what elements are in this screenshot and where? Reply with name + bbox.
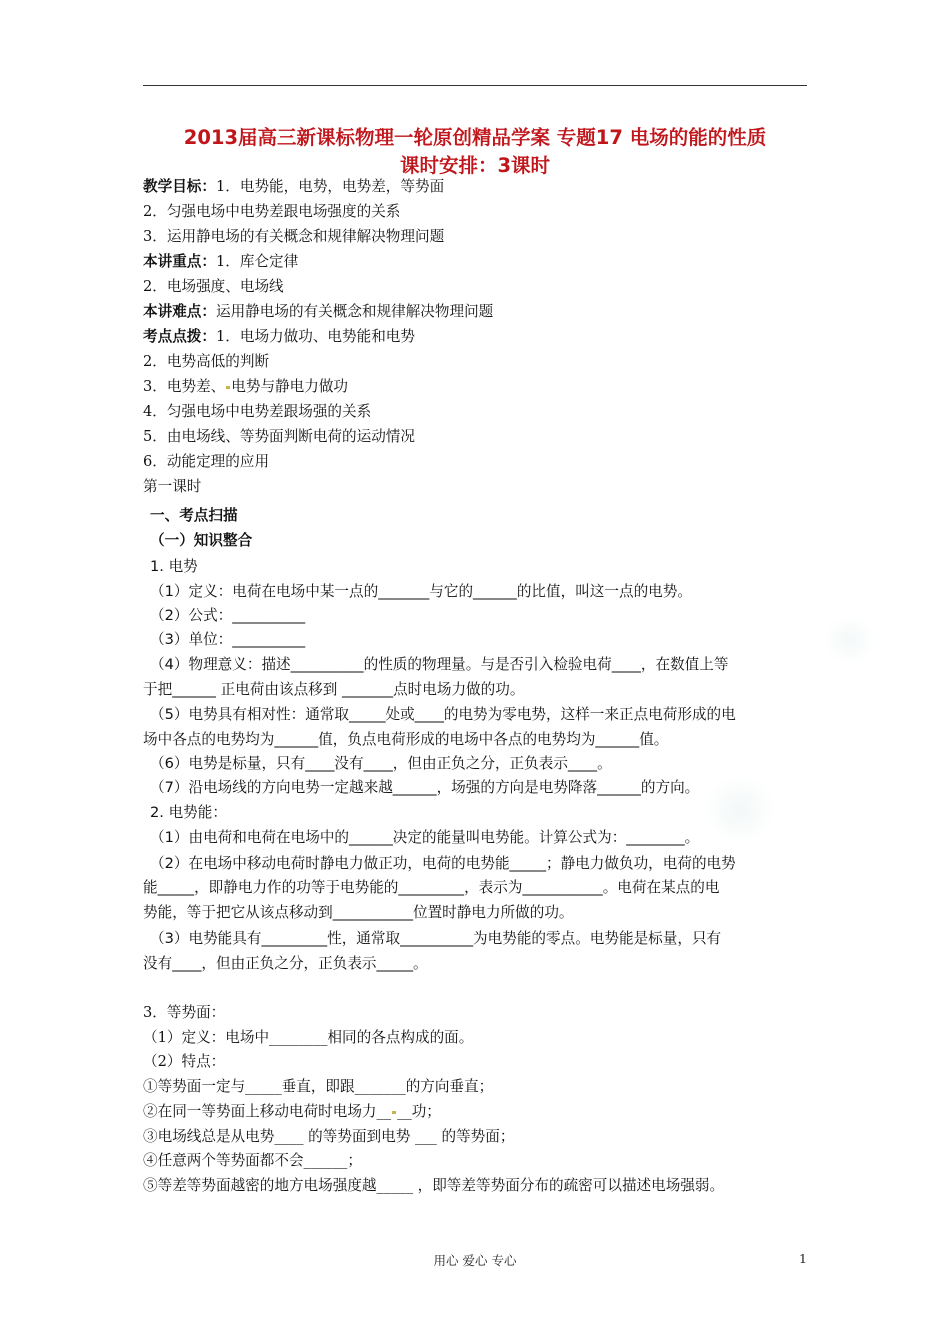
fill-blank-line: （1）由电荷和电荷在电场中的______决定的能量叫电势能。计算公式为：________。 [150, 829, 700, 846]
fill-blank-line: （4）物理意义：描述__________的性质的物理量。与是否引入检验电荷____，在数值上等 [150, 656, 729, 673]
tips-line: 2．电势高低的判断 [143, 353, 270, 370]
document-title: 2013届高三新课标物理一轮原创精品学案 专题17 电场的能的性质 [183, 126, 767, 149]
fill-blank-line: ①等势面一定与_____垂直，即跟_______的方向垂直； [143, 1078, 494, 1095]
fill-blank-line: （2）公式：__________ [150, 607, 306, 624]
tips-line: 5．由电场线、等势面判断电荷的运动情况 [143, 428, 415, 445]
item-heading: 3．等势面： [143, 1004, 226, 1021]
fill-blank-line: 势能，等于把它从该点移动到___________位置时静电力所做的功。 [143, 904, 574, 921]
ink-dot [226, 386, 230, 389]
fill-blank-line: ④任意两个等势面都不会______； [143, 1152, 362, 1169]
fill-blank-line: （7）沿电场线的方向电势一定越来越______，场强的方向是电势降落______的方向。 [150, 779, 700, 796]
tips-line: 考点点拨：1．电场力做功、电势能和电势 [143, 328, 415, 345]
tips-line: 6．动能定理的应用 [143, 453, 270, 470]
fill-blank-line: （5）电势具有相对性：通常取_____处或____的电势为零电势，这样一来正点电荷形成的电 [150, 706, 736, 723]
fill-blank-line: （3）电势能具有_________性，通常取__________为电势能的零点。电势能是标量，只有 [150, 930, 722, 947]
fill-blank-line: ③电场线总是从电势____ 的等势面到电势 ___ 的等势面； [143, 1128, 515, 1145]
fill-blank-line: 能_____，即静电力作的功等于电势能的_________，表示为___________。电荷在某点的电 [143, 879, 720, 896]
fill-blank-line: （3）单位：__________ [150, 631, 306, 648]
fill-blank-line: ⑤等差等势面越密的地方电场强度越_____ ，即等差等势面分布的疏密可以描述电场强弱。 [143, 1177, 725, 1194]
fill-blank-line: （1）定义：电场中________相同的各点构成的面。 [143, 1029, 474, 1046]
footer-slogan: 用心 爱心 专心 [433, 1253, 517, 1268]
fill-blank-line: （2）特点： [143, 1053, 226, 1070]
item-heading: 1. 电势 [150, 558, 198, 575]
objective-line: 2．匀强电场中电势差跟电场强度的关系 [143, 203, 401, 220]
subsection-heading: （一）知识整合 [150, 532, 253, 549]
page-number: 1 [799, 1251, 807, 1266]
header-rule [143, 85, 807, 86]
item-heading: 2. 电势能： [150, 804, 227, 821]
watermark [700, 780, 780, 840]
objective-line: 教学目标：1．电势能，电势，电势差，等势面 [143, 178, 445, 195]
lesson-label: 第一课时 [143, 478, 202, 495]
watermark [820, 620, 880, 660]
objective-line: 3．运用静电场的有关概念和规律解决物理问题 [143, 228, 445, 245]
fill-blank-line: （2）在电场中移动电荷时静电力做正功，电荷的电势能_____；静电力做负功，电荷的电势 [150, 855, 736, 872]
tips-line: 4．匀强电场中电势差跟场强的关系 [143, 403, 372, 420]
key-point-line: 2．电场强度、电场线 [143, 278, 284, 295]
tips-line: 3．电势差、 电势与静电力做功 [143, 378, 349, 395]
section-heading: 一、考点扫描 [150, 507, 238, 524]
fill-blank-line: ②在同一等势面上移动电荷时电场力__ __功； [143, 1103, 441, 1120]
difficulty-line: 本讲难点：运用静电场的有关概念和规律解决物理问题 [143, 303, 494, 320]
fill-blank-line: 没有____，但由正负之分，正负表示_____。 [143, 955, 428, 972]
fill-blank-line: 场中各点的电势均为______值，负点电荷形成的电场中各点的电势均为______值。 [143, 731, 669, 748]
key-point-line: 本讲重点：1．库仑定律 [143, 253, 299, 270]
fill-blank-line: （6）电势是标量，只有____没有____，但由正负之分，正负表示____。 [150, 755, 612, 772]
ink-dot [392, 1111, 396, 1114]
fill-blank-line: （1）定义：电荷在电场中某一点的_______与它的______的比值，叫这一点的电势。 [150, 583, 692, 600]
document-subtitle: 课时安排：3课时 [399, 154, 551, 177]
fill-blank-line: 于把______ 正电荷由该点移到 _______点时电场力做的功。 [143, 681, 525, 698]
